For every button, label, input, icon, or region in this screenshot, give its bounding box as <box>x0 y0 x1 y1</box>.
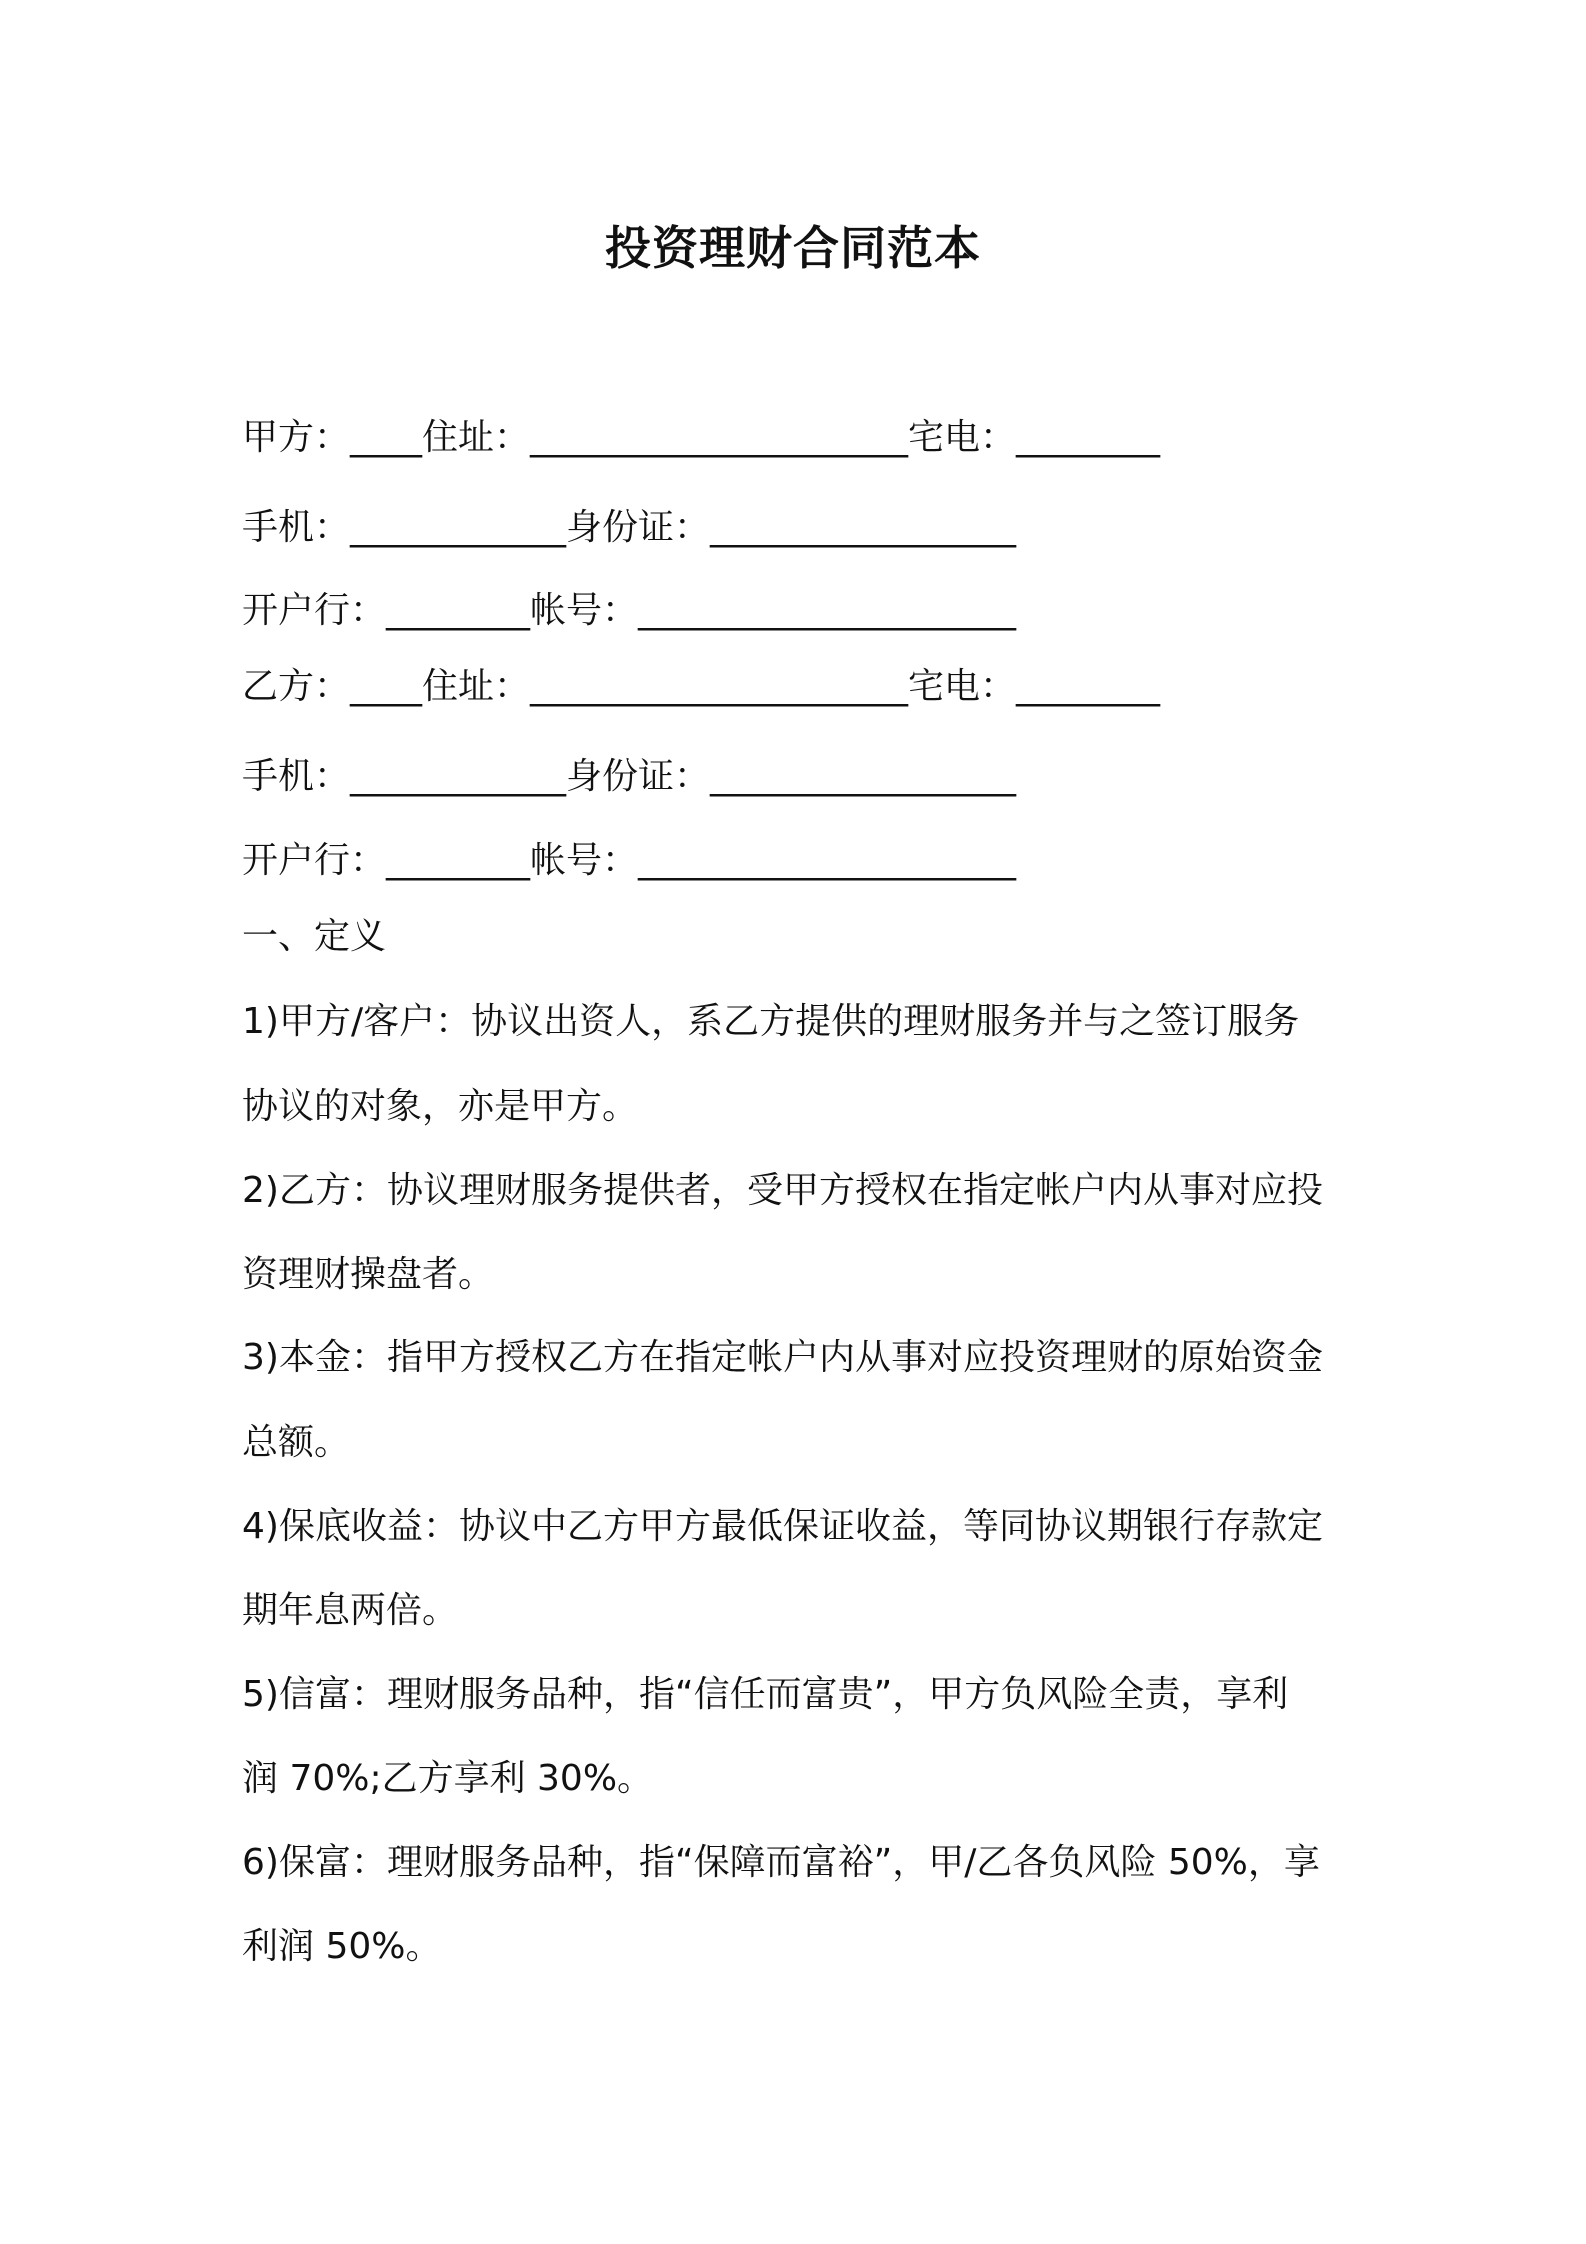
definition-6-line-1: 6)保富：理财服务品种，指“保障而富裕”，甲/乙各负风险 50%，享 <box>242 1842 1320 1883</box>
document-title: 投资理财合同范本 <box>605 221 981 275</box>
definition-4-line-2: 期年息两倍。 <box>242 1590 459 1631</box>
party-b-phone-line: 手机：____________身份证：_________________ <box>242 756 1017 797</box>
definition-3-line-2: 总额。 <box>242 1422 351 1463</box>
party-a-phone-line: 手机：____________身份证：_________________ <box>242 507 1017 548</box>
definition-5-line-1: 5)信富：理财服务品种，指“信任而富贵”，甲方负风险全责，享利 <box>242 1674 1289 1715</box>
definition-3-line-1: 3)本金：指甲方授权乙方在指定帐户内从事对应投资理财的原始资金 <box>242 1337 1323 1378</box>
party-b-address-line: 乙方：____住址：_____________________宅电：________ <box>242 666 1161 707</box>
party-a-address-line: 甲方：____住址：_____________________宅电：________ <box>242 417 1161 458</box>
definition-1-line-2: 协议的对象，亦是甲方。 <box>242 1086 639 1127</box>
definition-6-line-2: 利润 50%。 <box>242 1926 442 1967</box>
definition-2-line-1: 2)乙方：协议理财服务提供者，受甲方授权在指定帐户内从事对应投 <box>242 1170 1323 1211</box>
definition-1-line-1: 1)甲方/客户：协议出资人，系乙方提供的理财服务并与之签订服务 <box>242 1001 1300 1042</box>
party-a-bank-line: 开户行：________帐号：_____________________ <box>242 590 1017 631</box>
definition-5-line-2: 润 70%;乙方享利 30%。 <box>242 1758 654 1799</box>
definition-4-line-1: 4)保底收益：协议中乙方甲方最低保证收益，等同协议期银行存款定 <box>242 1506 1323 1547</box>
definition-2-line-2: 资理财操盘者。 <box>242 1254 495 1295</box>
party-b-bank-line: 开户行：________帐号：_____________________ <box>242 840 1017 881</box>
section-heading-definitions: 一、定义 <box>242 916 387 957</box>
